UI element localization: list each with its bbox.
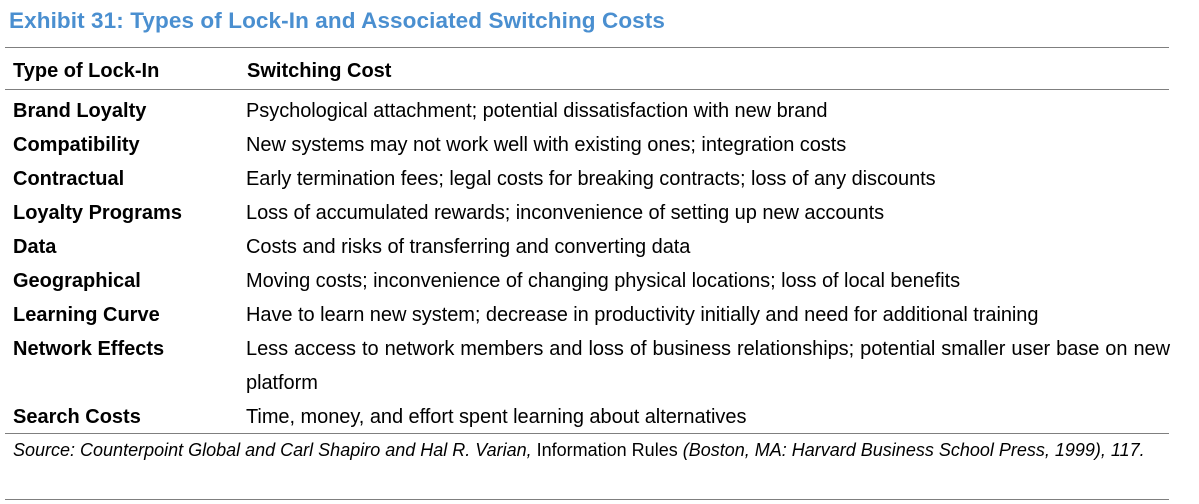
exhibit-title: Exhibit 31: Types of Lock-In and Associated Switching Costs [9,8,666,33]
table-row [0,128,1199,162]
table-row [0,264,1199,298]
source-book-title: Information Rules [536,440,678,460]
lock-in-type-cell: Network Effects [13,338,165,360]
table-row [0,298,1199,332]
footer-rule [5,433,1169,434]
lock-in-type-cell: Geographical [13,270,141,292]
lock-in-type-cell: Compatibility [13,134,140,156]
lock-in-type-cell: Search Costs [13,406,141,428]
switching-cost-cell: Moving costs; inconvenience of changing physical locations; loss of local benefits [246,270,961,292]
table-row [0,162,1199,196]
lock-in-type-cell: Contractual [13,168,125,190]
source-note [13,437,1167,463]
switching-cost-cell: Time, money, and effort spent learning about alternatives [246,406,747,428]
switching-cost-cell: Loss of accumulated rewards; inconvenience of setting up new accounts [246,202,885,224]
switching-cost-cell: Early termination fees; legal costs for breaking contracts; loss of any discounts [246,168,936,190]
table-row [0,230,1199,264]
lock-in-type-cell: Learning Curve [13,304,160,326]
switching-cost-cell: New systems may not work well with existing ones; integration costs [246,134,847,156]
header-rule [5,89,1169,90]
column-header-type-of-lock-in: Type of Lock-In [13,60,160,82]
table-row [0,196,1199,230]
source-suffix: (Boston, MA: Harvard Business School Press, 1999), 117. [682,440,1145,460]
table-row [0,332,1199,400]
source-prefix: Source: Counterpoint Global and Carl Shapiro and Hal R. Varian, [13,440,532,460]
lock-in-type-cell: Data [13,236,57,258]
switching-cost-cell: Less access to network members and loss of business relationships; potential smaller user base on new platform [246,338,1170,394]
switching-cost-cell: Psychological attachment; potential dissatisfaction with new brand [246,100,828,122]
switching-cost-cell: Costs and risks of transferring and converting data [246,236,691,258]
table-top-rule [5,47,1169,48]
bottom-rule [5,499,1169,500]
table-body [0,94,1199,434]
lock-in-type-cell: Loyalty Programs [13,202,182,224]
table-row [0,94,1199,128]
lock-in-type-cell: Brand Loyalty [13,100,147,122]
table-row [0,400,1199,434]
switching-cost-cell: Have to learn new system; decrease in productivity initially and need for additional training [246,304,1039,326]
column-header-switching-cost: Switching Cost [247,60,392,82]
